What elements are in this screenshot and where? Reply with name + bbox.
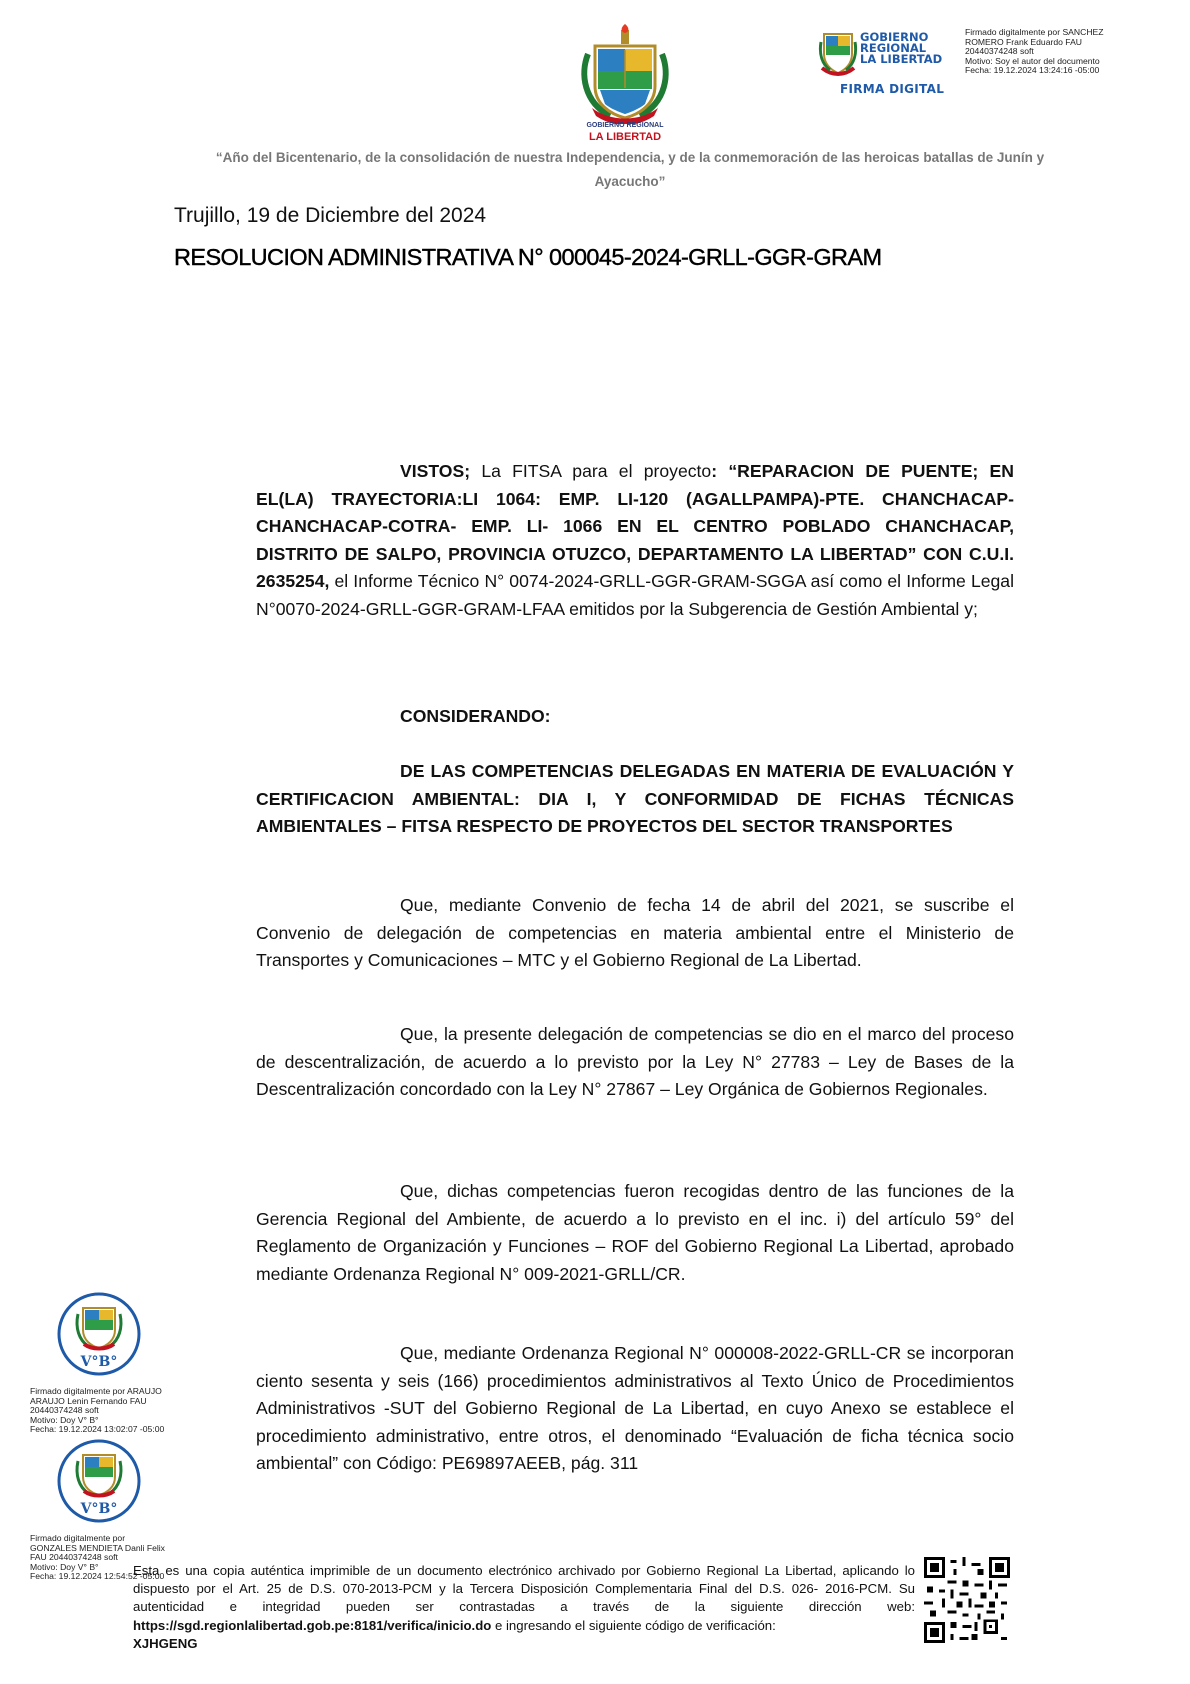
firma-digital-label: FIRMA DIGITAL [840,82,945,96]
small-crest-icon [818,28,858,78]
authenticity-footer [133,1562,915,1653]
gov-name-logo [860,32,942,65]
considerando-heading: CONSIDERANDO: [400,706,551,726]
vobo-line: Motivo: Doy V° B° [30,1414,99,1425]
verification-url-link[interactable]: https://sgd.regionlalibertad.gob.pe:8181/verifica/inicio.do [133,1617,492,1633]
section-heading [256,758,1014,841]
vobo-line: Fecha: 19.12.2024 12:54:52 -05:00 [30,1571,165,1582]
paragraph-2 [256,1021,1014,1104]
signature-line: 20440374248 soft [965,46,1034,57]
paragraph-3-text: Que, dichas competencias fueron recogidas dentro de las funciones de la Gerencia Regional del Ambiente, de acuerdo a lo previsto en el inc. i) del artículo 59° del Reglamento de Organización y Funciones – ROF del Gobierno Regional La Libertad, aprobado mediante Ordenanza Regional N° 009-2021-GRLL/CR. [256,1181,1014,1284]
gov-line-2: REGIONAL [860,41,927,55]
vobo-line: ARAUJO Lenin Fernando FAU [30,1395,147,1406]
signature-line: Firmado digitalmente por SANCHEZ [965,27,1104,37]
place-date: Trujillo, 19 de Diciembre del 2024 [174,204,487,227]
motto-line-1: “Año del Bicentenario, de la consolidación de nuestra Independencia, y de la conmemoración de las heroicas batallas de Junín y [215,150,1045,165]
logo-caption-small: GOBIERNO REGIONAL [586,122,664,129]
gov-line-1: GOBIERNO [860,30,929,44]
vobo-line: 20440374248 soft [30,1405,99,1416]
vistos-reports: el Informe Técnico N° 0074-2024-GRLL-GGR-GRAM-SGGA así como el Informe Legal N°0070-2024-GRLL-GGR-GRAM-LFAA emitidos por la Subgerencia de Gestión Ambiental y; [256,571,1014,619]
signature-details [965,28,1185,76]
vobo-stamp-1 [30,1290,215,1435]
qr-code [924,1557,1010,1643]
section-heading-text: DE LAS COMPETENCIAS DELEGADAS EN MATERIA DE EVALUACIÓN Y CERTIFICACION AMBIENTAL: DIA I, Y CONFORMIDAD DE FICHAS TÉCNICAS AMBIENTALES – FITSA RESPECTO DE PROYECTOS DEL SECTOR TRANSPORTES [256,761,1014,836]
vistos-project-name: : “REPARACION DE PUENTE; EN EL(LA) TRAYECTORIA:LI 1064: EMP. LI-120 (AGALLPAMPA)-PTE. CHANCHACAP-CHANCHACAP-COTRA- EMP. LI- 1066 EN EL CENTRO POBLADO CHANCHACAP, DISTRITO DE SALPO, PROVINCIA OTUZCO, DEPARTAMENTO LA LIBERTAD” CON C.U.I. 2635254, [256,461,1014,591]
vobo-line: FAU 20440374248 soft [30,1552,118,1563]
signature-line: ROMERO Frank Eduardo FAU [965,36,1083,47]
vistos-intro: La FITSA para el proyecto [470,461,712,481]
vobo-seal-icon [56,1437,142,1525]
signature-line: Motivo: Soy el autor del documento [965,55,1100,66]
motto-line-2: Ayacucho” [594,174,666,189]
vobo-line: GONZALES MENDIETA Danli Felix [30,1542,165,1553]
paragraph-1-text: Que, mediante Convenio de fecha 14 de abril del 2021, se suscribe el Convenio de delegación de competencias en materia ambiental entre el Ministerio de Transportes y Comunicaciones – MTC y el Gobierno Regional de La Libertad. [256,895,1014,970]
paragraph-1 [256,892,1014,975]
vistos-paragraph [256,458,1014,623]
logo-caption-big: LA LIBERTAD [588,131,662,143]
vobo-line: Motivo: Doy V° B° [30,1561,99,1572]
resolution-title: RESOLUCION ADMINISTRATIVA N° 000045-2024-GRLL-GGR-GRAM [174,244,882,270]
vistos-label: VISTOS; [400,461,471,481]
vobo-signature-details [30,1387,215,1435]
vobo-stamp-2 [30,1437,215,1582]
year-motto [180,146,1080,194]
signature-line: Fecha: 19.12.2024 13:24:16 -05:00 [965,65,1100,76]
vobo-line: Firmado digitalmente por [30,1533,126,1543]
verification-code: XJHGENG [133,1635,198,1651]
paragraph-2-text: Que, la presente delegación de competencias se dio en el marco del proceso de descentralización, de acuerdo a lo previsto por la Ley N° 27783 – Ley de Bases de la Descentralización concordado con la Ley N° 27867 – Ley Orgánica de Gobiernos Regionales. [256,1024,1014,1099]
paragraph-4-text: Que, mediante Ordenanza Regional N° 000008-2022-GRLL-CR se incorporan ciento sesenta y seis (166) procedimientos administrativos al Texto Único de Procedimientos Administrativos -SUT del Gobierno Regional de La Libertad, en cuyo Anexo se establece el procedimiento administrativo, entre otros, el denominado “Evaluación de ficha técnica socio ambiental” con Código: PE69897AEEB, pág. 311 [256,1343,1014,1473]
paragraph-4 [256,1340,1014,1478]
digital-signature-seal [818,28,968,96]
vobo-label: V°B° [80,1354,118,1370]
vobo-label: V°B° [80,1501,118,1517]
vobo-line: Firmado digitalmente por ARAUJO [30,1386,162,1396]
vobo-line: Fecha: 19.12.2024 13:02:07 -05:00 [30,1424,165,1435]
paragraph-3 [256,1178,1014,1288]
footer-text-2: e ingresando el siguiente código de verificación: [491,1617,776,1633]
footer-text: Esta es una copia auténtica imprimible de un documento electrónico archivado por Gobierno Regional La Libertad, aplicando lo dispuesto por el Art. 25 de D.S. 070-2013-PCM y la Tercera Disposición Complementaria Final del D.S. 026- 2016-PCM. Su autenticidad e integridad pueden ser contrastadas a través de la siguiente dirección web: [133,1563,915,1615]
vobo-seal-icon [56,1290,142,1378]
gov-line-3: LA LIBERTAD [860,52,943,66]
